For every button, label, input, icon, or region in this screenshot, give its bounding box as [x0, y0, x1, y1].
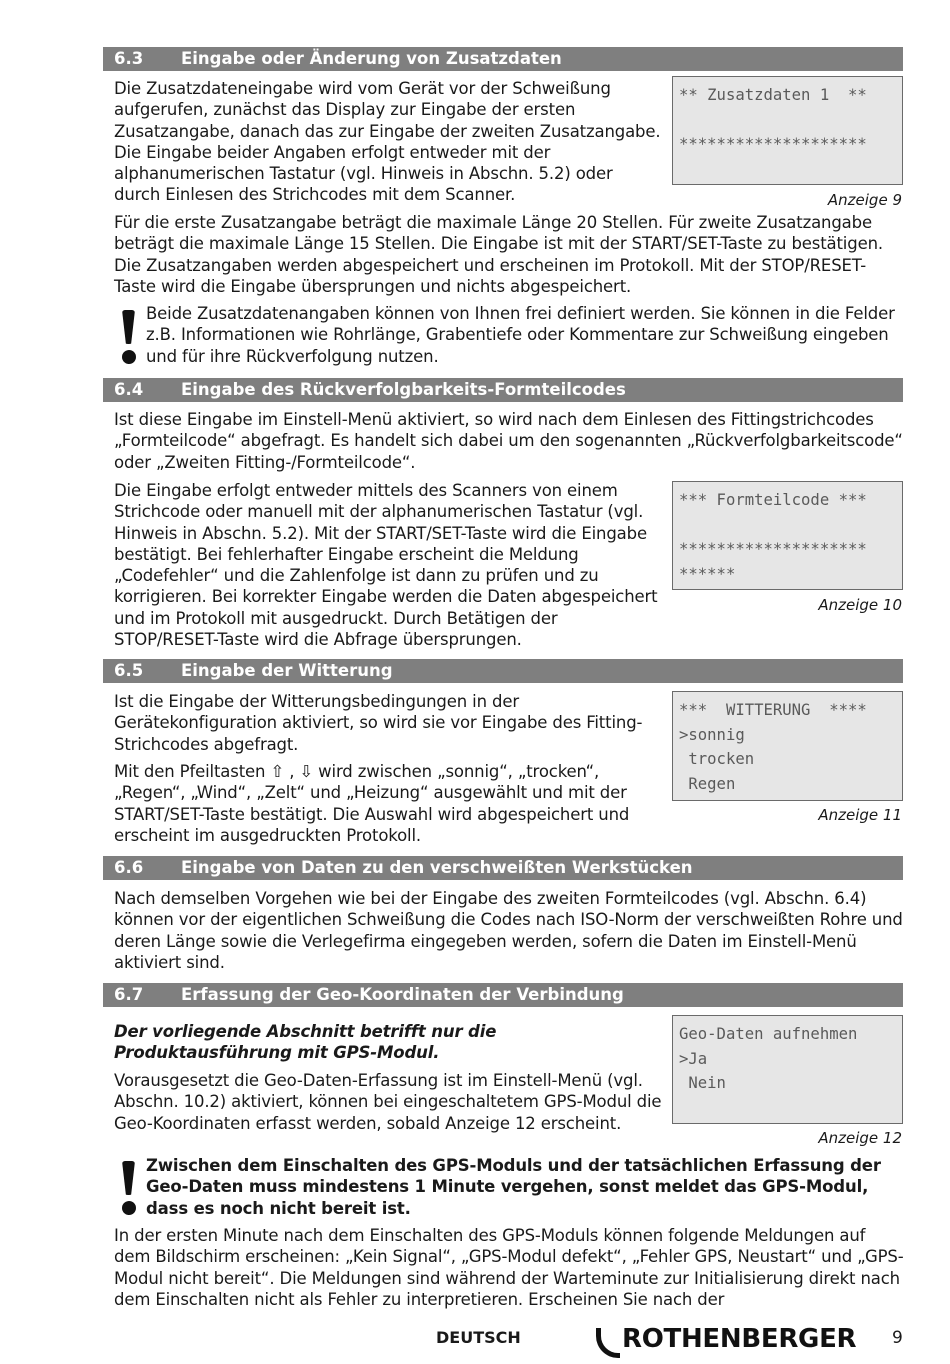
section-number: 6.7 — [114, 985, 144, 1004]
lead-text: Der vorliegende Abschnitt betrifft nur die Produktausführung mit GPS-Modul. — [114, 1022, 497, 1063]
paragraph: In der ersten Minute nach dem Einschalten des GPS-Moduls können folgende Meldungen auf dem Bildschirm erscheinen: „Kein Signal“, „GPS-Modul defekt“, „Fehler GPS, Neustart“ und „GPS-Modul nicht bereit“. Die Meldungen sind während der Warteminute zur Initialisierung direkt nach dem Einschalten nicht als Fehler zu interpretieren. Erscheinen Sie nach der — [114, 1226, 904, 1309]
display-12 — [672, 1015, 903, 1124]
display-line: >sonnig — [679, 725, 745, 744]
display-caption: Anzeige 12 — [818, 1129, 902, 1147]
paragraph: Die Eingabe erfolgt entweder mittels des Scanners von einem Strichcode oder manuell mit der alphanumerischen Tastatur (vgl. Hinweis in Abschn. 5.2). Mit der START/SET-Taste wird die Eingabe bestätigt. Bei fehlerhafter Eingabe erscheint die Meldung „Codefehler“ und die Zahlenfolge ist dann zu prüfen und zu korrigieren. Bei korrekter Eingabe werden die Daten abgespeichert und im Protokoll mit ausgedruckt. Durch Betätigen der STOP/RESET-Taste wird die Abfrage übersprungen. — [114, 481, 658, 650]
display-9 — [672, 76, 903, 185]
display-line: ****** — [679, 564, 736, 583]
display-caption: Anzeige 10 — [818, 596, 902, 614]
section-number: 6.3 — [114, 49, 144, 68]
section-title: Eingabe oder Änderung von Zusatzdaten — [181, 49, 562, 68]
section-header-6-3 — [103, 47, 903, 71]
note-text: Zwischen dem Einschalten des GPS-Moduls und der tatsächlichen Erfassung der Geo-Daten muss mindestens 1 Minute vergehen, sonst meldet das GPS-Modul, dass es noch nicht bereit ist. — [146, 1156, 881, 1218]
display-line — [679, 108, 902, 133]
display-line: ** Zusatzdaten 1 ** — [679, 86, 867, 104]
section-number: 6.4 — [114, 380, 144, 399]
display-line: ******************** — [679, 540, 867, 558]
display-line — [679, 513, 902, 538]
display-line: Geo-Daten aufnehmen — [679, 1025, 858, 1043]
paragraph: Nach demselben Vorgehen wie bei der Eingabe des zweiten Formteilcodes (vgl. Abschn. 6.4) können vor der eigentlichen Schweißung die Codes nach ISO-Norm der verschweißten Rohre und deren Länge sowie die Verlegefirma eingegeben werden, sofern die Daten im Einstell-Menü aktiviert sind. — [114, 889, 903, 972]
display-line: trocken — [679, 750, 755, 768]
brand-logo — [596, 1322, 856, 1364]
paragraph: Ist die Eingabe der Witterungsbedingungen in der Gerätekonfiguration aktiviert, so wird sie vor Eingabe des Fitting-Strichcodes abgefragt. — [114, 692, 643, 754]
display-line: Nein — [679, 1074, 726, 1092]
paragraph: Für die erste Zusatzangabe beträgt die maximale Länge 20 Stellen. Für zweite Zusatzangabe beträgt die maximale Länge 15 Stellen. Die Eingabe ist mit der START/SET-Taste zu bestätigen. Die Zusatzangaben werden abgespeichert und erscheinen im Protokoll. Mit der STOP/RESET-Taste wird die Eingabe übersprungen und nichts abgespeichert. — [114, 213, 883, 296]
display-11 — [672, 691, 903, 801]
display-line: ******************** — [679, 135, 867, 153]
section-title: Eingabe der Witterung — [181, 661, 393, 680]
paragraph: Ist diese Eingabe im Einstell-Menü aktiviert, so wird nach dem Einlesen des Fittingstrichcodes „Formteilcode“ abgefragt. Es handelt sich dabei um den sogenannten „Rückverfolgbarkeitscode“ oder „Zweiten Fitting-/Formteilcode“. — [114, 410, 903, 472]
display-caption: Anzeige 9 — [827, 191, 902, 209]
display-10 — [672, 481, 903, 590]
display-line: Regen — [679, 774, 736, 793]
logo-arc-icon — [596, 1328, 620, 1358]
note-text: Beide Zusatzdatenangaben können von Ihnen frei definiert werden. Sie können in die Felder z.B. Informationen wie Rohrlänge, Grabentiefe oder Kommentare zur Schweißung eingeben und für ihre Rückverfolgung nutzen. — [146, 304, 895, 366]
brand-name: ROTHENBERGER — [622, 1324, 857, 1354]
display-caption: Anzeige 11 — [818, 806, 902, 824]
section-header-6-6 — [103, 856, 903, 880]
page-number: 9 — [892, 1328, 903, 1348]
exclamation-icon — [118, 1161, 140, 1217]
display-line: >Ja — [679, 1049, 708, 1068]
section-title: Eingabe von Daten zu den verschweißten Werkstücken — [181, 858, 693, 877]
section-header-6-4 — [103, 378, 903, 402]
section-title: Erfassung der Geo-Koordinaten der Verbindung — [181, 985, 624, 1004]
footer-language: DEUTSCH — [436, 1328, 521, 1347]
paragraph: Vorausgesetzt die Geo-Daten-Erfassung ist im Einstell-Menü (vgl. Abschn. 10.2) aktiviert, können bei eingeschaltetem GPS-Modul die Geo-Koordinaten erfasst werden, sobald Anzeige 12 erscheint. — [114, 1071, 662, 1133]
section-header-6-5 — [103, 659, 903, 683]
display-line — [679, 1096, 902, 1121]
section-number: 6.6 — [114, 858, 144, 877]
section-header-6-7 — [103, 983, 903, 1007]
section-title: Eingabe des Rückverfolgbarkeits-Formteilcodes — [181, 380, 626, 399]
display-line: *** Formteilcode *** — [679, 491, 867, 509]
paragraph: Mit den Pfeiltasten ⇧ , ⇩ wird zwischen „sonnig“, „trocken“, „Regen“, „Wind“, „Zelt“ und „Heizung“ ausgewählt und mit der START/SET-Taste bestätigt. Die Auswahl wird abgespeichert und erscheint im ausgedruckten Protokoll. — [114, 762, 630, 845]
display-line: *** WITTERUNG **** — [679, 701, 867, 719]
exclamation-icon — [118, 310, 140, 366]
section-number: 6.5 — [114, 661, 144, 680]
paragraph: Die Zusatzdateneingabe wird vom Gerät vor der Schweißung aufgerufen, zunächst das Display zur Eingabe der ersten Zusatzangabe, danach das zur Eingabe der zweiten Zusatzangabe. Die Eingabe beider Angaben erfolgt entweder mit der alphanumerischen Tastatur (vgl. Hinweis in Abschn. 5.2) oder durch Einlesen des Strichcodes mit dem Scanner. — [114, 79, 661, 205]
